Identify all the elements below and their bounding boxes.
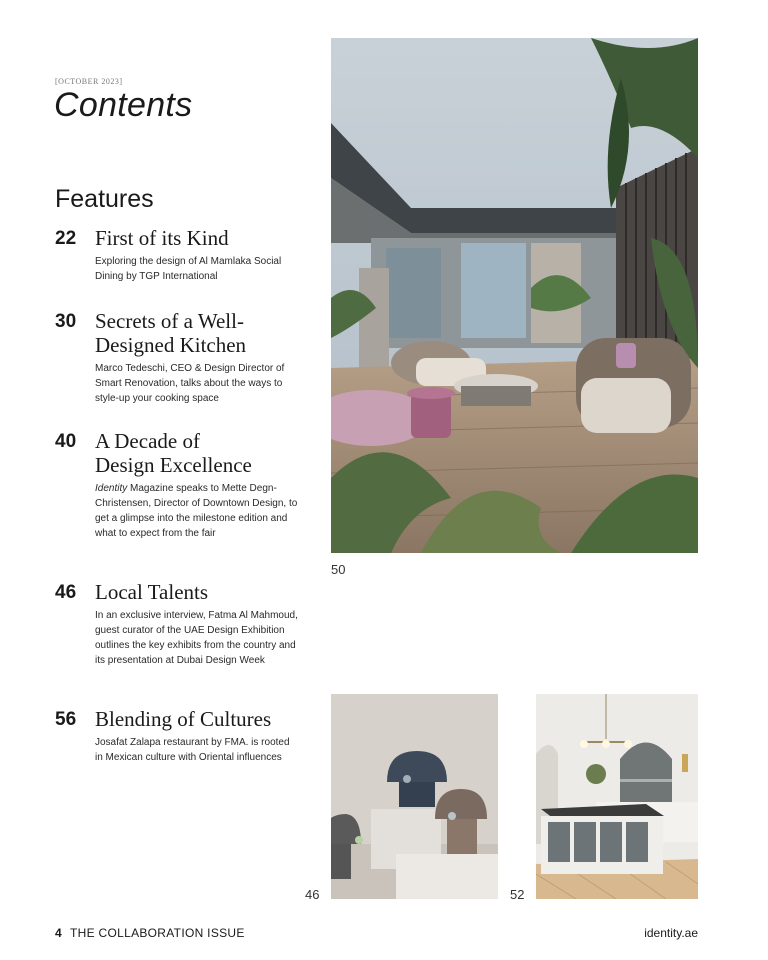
lamps-photo-caption: 46 [305,887,320,902]
kitchen-photo[interactable] [536,694,698,899]
terrace-photo[interactable] [331,38,698,553]
footer-issue-name: THE COLLABORATION ISSUE [69,926,245,940]
feature-description [95,361,300,406]
feature-description-text: Magazine speaks to Mette Degn-Christensen, Director of Downtown Design, to get a glimpse into the milestone edition and what to expect from the fair [95,483,298,539]
terrace-photo-caption: 50 [331,562,346,577]
feature-title [95,429,305,477]
feature-title-line: A Decade of [95,429,200,453]
feature-description [95,481,300,541]
feature-title [95,309,305,357]
feature-entry[interactable] [55,309,305,406]
section-heading: Features [55,185,154,213]
feature-title [95,707,305,731]
feature-entry[interactable] [55,580,305,668]
feature-page-number: 30 [55,311,77,332]
feature-title-line: Local Talents [95,580,209,604]
feature-title-line: Design Excellence [95,453,252,477]
feature-title [95,580,305,604]
feature-description [95,735,300,765]
lamps-photo[interactable] [331,694,498,899]
feature-entry[interactable] [55,429,305,541]
page-title: Contents [54,86,193,124]
feature-description-text: Marco Tedeschi, CEO & Design Director of Smart Renovation, talks about the ways to style-up your cooking space [95,363,285,404]
magazine-name: Identity [95,483,128,494]
lamps-illustration [331,694,498,899]
feature-page-number: 22 [55,228,77,249]
feature-entry[interactable] [55,707,305,765]
feature-page-number: 56 [55,709,77,730]
feature-title [95,226,305,250]
feature-description-text: Josafat Zalapa restaurant by FMA. is rooted in Mexican culture with Oriental influences [95,737,290,763]
feature-page-number: 40 [55,431,77,452]
footer-issue [55,926,245,940]
kitchen-illustration [536,694,698,899]
feature-entry[interactable] [55,226,305,284]
feature-description-text: Exploring the design of Al Mamlaka Social Dining by TGP International [95,256,282,282]
feature-title-line: Designed Kitchen [95,333,247,357]
terrace-illustration [331,38,698,553]
feature-description [95,608,300,668]
feature-title-line: First of its Kind [95,226,229,250]
feature-page-number: 46 [55,582,77,603]
footer-website[interactable]: identity.ae [644,926,698,940]
feature-description-text: In an exclusive interview, Fatma Al Mahmoud, guest curator of the UAE Design Exhibition outlines the key exhibits from the country and its presentation at Dubai Design Week [95,610,298,666]
kitchen-photo-caption: 52 [510,887,525,902]
feature-title-line: Secrets of a Well- [95,309,244,333]
feature-title-line: Blending of Cultures [95,707,272,731]
feature-description [95,254,300,284]
footer-page-number: 4 [55,926,62,940]
issue-date: [OCTOBER 2023] [55,77,123,86]
